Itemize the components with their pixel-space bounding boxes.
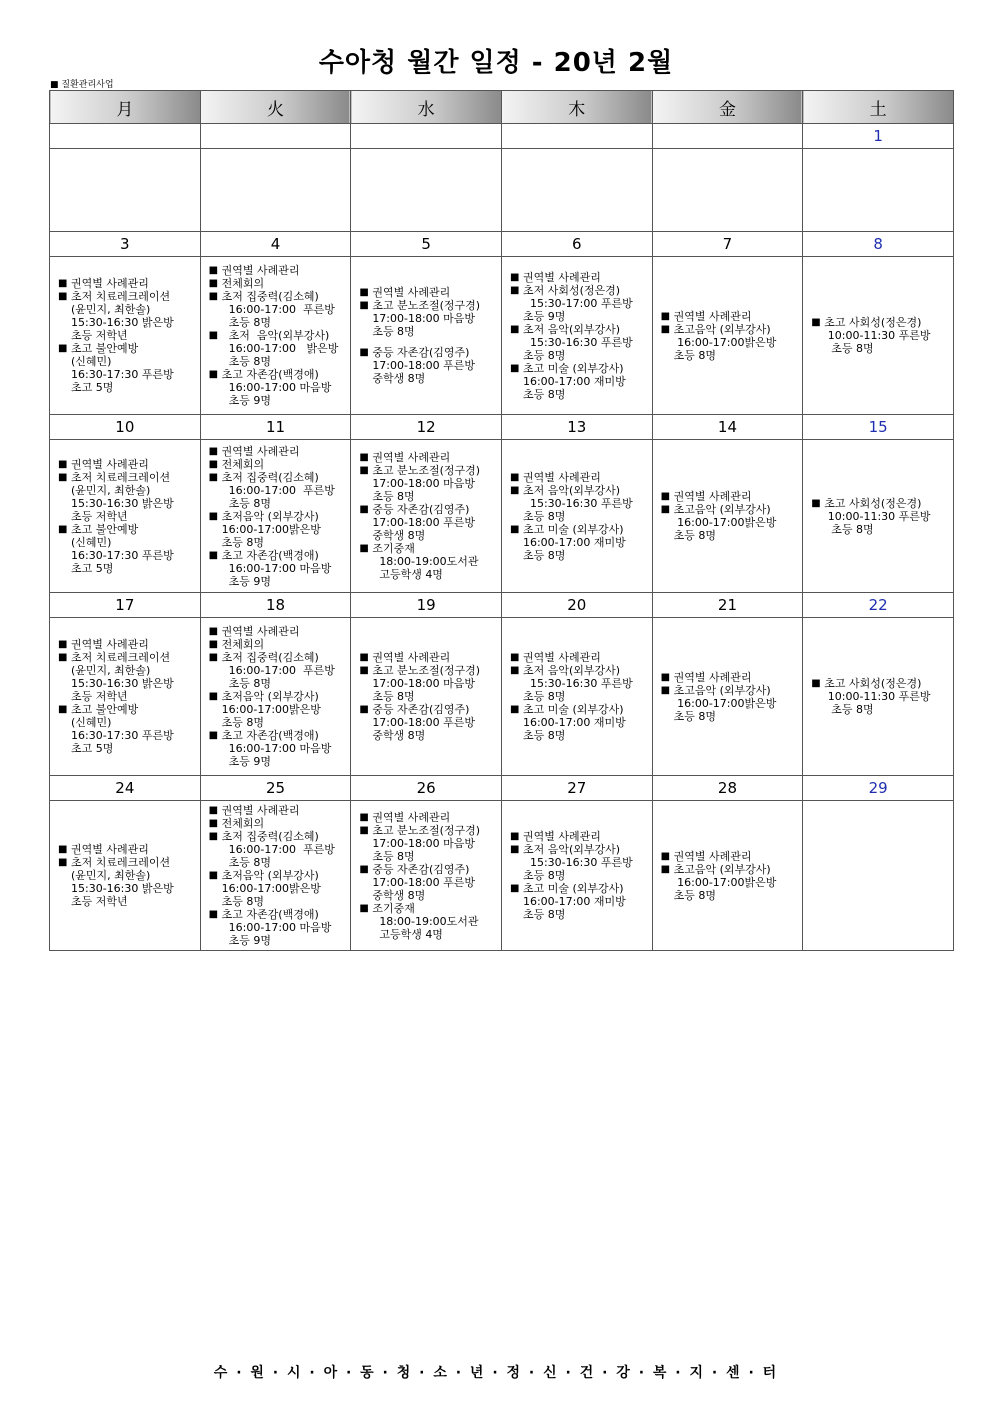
schedule-item <box>201 368 351 407</box>
square-bullet-icon: ■ <box>509 362 520 374</box>
day-schedule-cell <box>501 801 652 951</box>
schedule-item-text: 권역별 사례관리 <box>522 270 601 284</box>
square-bullet-icon: ■ <box>58 458 68 470</box>
schedule-item-text: 중등 자존감(김영주) 17:00-18:00 푸른방 중학생 8명 <box>372 862 476 902</box>
week-schedule-row <box>50 149 954 232</box>
schedule-item-text: 권역별 사례관리 <box>71 277 149 290</box>
schedule-item <box>351 503 501 542</box>
schedule-item-text: 권역별 사례관리 <box>372 286 451 299</box>
schedule-item <box>502 471 652 484</box>
schedule-item-text: 중등 자존감(김영주) 17:00-18:00 푸른방 중학생 8명 <box>372 346 476 385</box>
schedule-item-text: 초저 치료레크레이션 (윤민지, 최한솔) 15:30-16:30 밝은방 초등 저학년 <box>71 856 174 908</box>
day-number: 8 <box>803 232 954 257</box>
square-bullet-icon: ■ <box>359 504 369 515</box>
schedule-item <box>653 863 803 902</box>
square-bullet-icon: ■ <box>660 491 671 502</box>
square-bullet-icon: ■ <box>208 510 219 522</box>
square-bullet-icon: ■ <box>509 652 520 663</box>
day-schedule-cell <box>803 257 954 415</box>
day-number: 25 <box>200 776 351 801</box>
day-number: 3 <box>50 232 201 257</box>
schedule-item-text: 전체회의 <box>221 638 265 651</box>
schedule-item-text: 초고 사회성(정은경) 10:00-11:30 푸른방 초등 8명 <box>824 496 931 536</box>
day-schedule-cell <box>803 801 954 951</box>
weekday-header-thu: 木 <box>501 91 652 124</box>
day-schedule-cell <box>803 149 954 232</box>
schedule-item-text: 권역별 사례관리 <box>372 651 451 664</box>
day-schedule-cell <box>501 618 652 776</box>
schedule-item-text: 초저 음악(외부강사) 15:30-16:30 푸른방 초등 8명 <box>522 322 633 362</box>
square-bullet-icon: ■ <box>811 317 821 328</box>
weekday-header-tue: 火 <box>200 91 351 124</box>
schedule-item <box>653 323 803 362</box>
day-number: 4 <box>200 232 351 257</box>
schedule-item <box>50 651 200 703</box>
day-schedule-cell <box>200 149 351 232</box>
square-bullet-icon: ■ <box>660 684 671 696</box>
schedule-item <box>201 471 351 510</box>
day-number: 28 <box>652 776 803 801</box>
square-bullet-icon: ■ <box>208 818 219 829</box>
schedule-item <box>201 445 351 458</box>
square-bullet-icon: ■ <box>208 691 219 702</box>
day-number: 12 <box>351 415 502 440</box>
schedule-item <box>502 843 652 882</box>
schedule-item <box>351 542 501 581</box>
square-bullet-icon: ■ <box>359 300 369 311</box>
schedule-item <box>201 277 351 290</box>
square-bullet-icon: ■ <box>660 504 671 515</box>
day-number: 13 <box>501 415 652 440</box>
day-schedule-cell <box>652 440 803 593</box>
square-bullet-icon: ■ <box>509 284 520 296</box>
schedule-item <box>201 869 351 908</box>
schedule-item <box>653 671 803 684</box>
day-schedule-cell <box>652 618 803 776</box>
schedule-item-text: 초고음악 (외부강사) 16:00-17:00밝은방 초등 8명 <box>673 503 777 542</box>
day-schedule-cell <box>501 149 652 232</box>
schedule-item <box>201 458 351 471</box>
schedule-item <box>351 703 501 742</box>
schedule-item <box>201 638 351 651</box>
day-number: 19 <box>351 593 502 618</box>
schedule-item <box>502 362 652 401</box>
square-bullet-icon: ■ <box>509 844 520 855</box>
square-bullet-icon: ■ <box>208 909 219 920</box>
week-date-row <box>50 232 954 257</box>
schedule-item <box>502 284 652 323</box>
schedule-item-text: 권역별 사례관리 <box>522 651 601 664</box>
square-bullet-icon: ■ <box>58 652 68 663</box>
day-schedule-cell <box>351 257 502 415</box>
day-number: 24 <box>50 776 201 801</box>
day-schedule-cell <box>351 440 502 593</box>
schedule-item <box>201 625 351 638</box>
schedule-item <box>502 703 652 742</box>
day-number <box>351 124 502 149</box>
schedule-item <box>653 850 803 863</box>
square-bullet-icon: ■ <box>509 323 520 335</box>
schedule-item <box>50 458 200 471</box>
schedule-item <box>502 830 652 843</box>
schedule-item-text: 초고 분노조절(정구경) 17:00-18:00 마음방 초등 8명 <box>372 823 481 863</box>
schedule-item-text: 권역별 사례관리 <box>673 490 752 503</box>
schedule-item-text: 권역별 사례관리 <box>71 843 149 856</box>
day-number: 15 <box>803 415 954 440</box>
square-bullet-icon: ■ <box>660 671 671 683</box>
schedule-item-text: 초고 분노조절(정구경) 17:00-18:00 마음방 초등 8명 <box>372 464 481 503</box>
schedule-item <box>50 638 200 651</box>
schedule-item-text: 초저 사회성(정은경) 15:30-17:00 푸른방 초등 9명 <box>522 283 633 323</box>
square-bullet-icon: ■ <box>208 730 219 741</box>
square-bullet-icon: ■ <box>208 870 219 881</box>
day-number: 17 <box>50 593 201 618</box>
schedule-item <box>653 684 803 723</box>
schedule-item <box>50 471 200 523</box>
week-schedule-row <box>50 257 954 415</box>
square-bullet-icon: ■ <box>208 831 219 842</box>
schedule-item-text: 권역별 사례관리 <box>522 470 601 484</box>
square-bullet-icon: ■ <box>359 287 369 298</box>
schedule-item <box>502 484 652 523</box>
week-date-row <box>50 415 954 440</box>
schedule-item <box>201 729 351 768</box>
schedule-item-text: 초고 불안예방 (신혜민) 16:30-17:30 푸른방 초고 5명 <box>71 522 174 575</box>
day-schedule-cell <box>200 618 351 776</box>
square-bullet-icon: ■ <box>811 678 821 689</box>
day-number: 10 <box>50 415 201 440</box>
day-schedule-cell <box>501 440 652 593</box>
week-schedule-row <box>50 440 954 593</box>
schedule-item-text: 초고음악 (외부강사) 16:00-17:00밝은방 초등 8명 <box>673 322 777 362</box>
square-bullet-icon: ■ <box>660 850 671 862</box>
day-number: 7 <box>652 232 803 257</box>
day-schedule-cell <box>803 618 954 776</box>
square-bullet-icon: ■ <box>509 831 520 842</box>
square-bullet-icon: ■ <box>359 452 369 463</box>
schedule-item <box>653 310 803 323</box>
schedule-item <box>653 490 803 503</box>
square-bullet-icon: ■ <box>359 902 369 914</box>
weekday-header-row <box>50 91 954 124</box>
schedule-item-text: 초고 자존감(백경애) 16:00-17:00 마음방 초등 9명 <box>221 908 332 947</box>
square-bullet-icon: ■ <box>509 271 520 283</box>
square-bullet-icon: ■ <box>58 639 68 650</box>
schedule-item <box>201 510 351 549</box>
schedule-item-text: 초저음악 (외부강사) 16:00-17:00밝은방 초등 8명 <box>221 869 321 908</box>
program-note: ■ 질환관리사업 <box>50 80 114 90</box>
schedule-item <box>201 290 351 329</box>
schedule-item-text: 초저음악 (외부강사) 16:00-17:00밝은방 초등 8명 <box>221 509 321 549</box>
square-bullet-icon: ■ <box>359 863 369 875</box>
schedule-item-text: 초고 미술 (외부강사) 16:00-17:00 재미방 초등 8명 <box>522 703 626 742</box>
square-bullet-icon: ■ <box>58 343 68 354</box>
day-schedule-cell <box>50 801 201 951</box>
schedule-item <box>201 908 351 947</box>
square-bullet-icon: ■ <box>208 445 219 457</box>
day-number: 29 <box>803 776 954 801</box>
schedule-item-text: 권역별 사례관리 <box>673 849 752 863</box>
schedule-item-text: 권역별 사례관리 <box>71 638 149 651</box>
schedule-item <box>351 651 501 664</box>
day-schedule-cell <box>200 440 351 593</box>
day-number <box>200 124 351 149</box>
day-schedule-cell <box>351 801 502 951</box>
day-number: 27 <box>501 776 652 801</box>
day-schedule-cell <box>351 618 502 776</box>
schedule-item-text: 중등 자존감(김영주) 17:00-18:00 푸른방 중학생 8명 <box>372 503 476 542</box>
schedule-item <box>50 342 200 394</box>
schedule-item-text: 초고 자존감(백경애) 16:00-17:00 마음방 초등 9명 <box>221 548 332 588</box>
schedule-item <box>50 856 200 908</box>
square-bullet-icon: ■ <box>509 883 520 894</box>
schedule-item <box>502 651 652 664</box>
schedule-item-text: 초저음악 (외부강사) 16:00-17:00밝은방 초등 8명 <box>221 690 321 729</box>
schedule-item-text: 전체회의 <box>221 277 265 290</box>
square-bullet-icon: ■ <box>58 857 68 868</box>
day-number: 11 <box>200 415 351 440</box>
square-bullet-icon: ■ <box>359 465 369 476</box>
schedule-item <box>502 664 652 703</box>
schedule-item <box>201 817 351 830</box>
schedule-item-text: 초고 불안예방 (신혜민) 16:30-17:30 푸른방 초고 5명 <box>71 342 174 394</box>
monthly-calendar <box>49 90 954 951</box>
square-bullet-icon: ■ <box>58 278 68 289</box>
weekday-header-mon: 月 <box>50 91 201 124</box>
day-number <box>50 124 201 149</box>
schedule-item <box>653 503 803 542</box>
schedule-item-text: 초고 미술 (외부강사) 16:00-17:00 재미방 초등 8명 <box>522 522 626 562</box>
square-bullet-icon: ■ <box>359 665 369 676</box>
schedule-item-text: 권역별 사례관리 <box>71 457 149 471</box>
schedule-item-text: 전체회의 <box>221 457 265 471</box>
schedule-item <box>351 902 501 941</box>
square-bullet-icon: ■ <box>509 471 520 483</box>
schedule-item-text: 권역별 사례관리 <box>221 444 300 458</box>
schedule-item-text: 초저 치료레크레이션 (윤민지, 최한솔) 15:30-16:30 밝은방 초등 저학년 <box>71 290 174 342</box>
schedule-item <box>351 451 501 464</box>
schedule-item-text: 초저 치료레크레이션 (윤민지, 최한솔) 15:30-16:30 밝은방 초등 저학년 <box>71 651 174 703</box>
schedule-item-text: 초저 음악(외부강사) 15:30-16:30 푸른방 초등 8명 <box>522 664 633 703</box>
day-number: 20 <box>501 593 652 618</box>
square-bullet-icon: ■ <box>58 471 68 483</box>
schedule-item-text: 초고 미술 (외부강사) 16:00-17:00 재미방 초등 8명 <box>522 882 626 921</box>
schedule-item-text: 권역별 사례관리 <box>221 625 300 638</box>
schedule-item-text: 초고 자존감(백경애) 16:00-17:00 마음방 초등 9명 <box>221 729 332 768</box>
schedule-item <box>351 346 501 385</box>
schedule-item <box>351 824 501 863</box>
schedule-item <box>201 690 351 729</box>
square-bullet-icon: ■ <box>208 639 219 650</box>
schedule-item-text: 초저 음악(외부강사) 16:00-17:00 밝은방 초등 8명 <box>228 329 339 368</box>
day-schedule-cell <box>501 257 652 415</box>
schedule-item-text: 초고 불안예방 (신혜민) 16:30-17:30 푸른방 초고 5명 <box>71 703 174 755</box>
schedule-item <box>502 271 652 284</box>
square-bullet-icon: ■ <box>509 523 520 535</box>
schedule-item-text: 초저 치료레크레이션 (윤민지, 최한솔) 15:30-16:30 밝은방 초등 저학년 <box>71 470 174 523</box>
schedule-item-text: 초고 사회성(정은경) 10:00-11:30 푸른방 초등 8명 <box>824 677 931 716</box>
schedule-item <box>803 497 953 536</box>
week-date-row <box>50 593 954 618</box>
day-schedule-cell <box>652 257 803 415</box>
schedule-item-text: 초고 사회성(정은경) 10:00-11:30 푸른방 초등 8명 <box>824 316 931 355</box>
square-bullet-icon: ■ <box>208 265 219 276</box>
square-bullet-icon: ■ <box>811 497 821 509</box>
schedule-item-text: 초저 음악(외부강사) 15:30-16:30 푸른방 초등 8명 <box>522 483 633 523</box>
schedule-item <box>351 863 501 902</box>
schedule-item-text: 초고 분노조절(정구경) 17:00-18:00 마음방 초등 8명 <box>372 664 481 703</box>
square-bullet-icon: ■ <box>359 704 369 715</box>
square-bullet-icon: ■ <box>208 652 219 663</box>
day-schedule-cell <box>351 149 502 232</box>
schedule-item <box>351 286 501 299</box>
schedule-item <box>50 703 200 755</box>
day-schedule-cell <box>50 149 201 232</box>
square-bullet-icon: ■ <box>208 549 219 561</box>
schedule-item-text: 권역별 사례관리 <box>522 830 601 843</box>
schedule-item-text: 초저 음악(외부강사) 15:30-16:30 푸른방 초등 8명 <box>522 843 633 882</box>
schedule-item <box>50 277 200 290</box>
schedule-item-text: 초고음악 (외부강사) 16:00-17:00밝은방 초등 8명 <box>673 862 777 902</box>
schedule-item-text: 조기중재 18:00-19:00도서관 고등학생 4명 <box>372 542 479 581</box>
day-number: 22 <box>803 593 954 618</box>
square-bullet-icon: ■ <box>359 347 369 358</box>
square-bullet-icon: ■ <box>509 665 520 676</box>
day-number: 1 <box>803 124 954 149</box>
square-bullet-icon: ■ <box>359 811 369 823</box>
day-schedule-cell <box>652 149 803 232</box>
square-bullet-icon: ■ <box>509 704 520 715</box>
schedule-item <box>351 464 501 503</box>
schedule-item-text: 조기중재 18:00-19:00도서관 고등학생 4명 <box>372 901 479 941</box>
day-schedule-cell <box>200 257 351 415</box>
schedule-item <box>201 549 351 588</box>
schedule-item-text: 초저 집중력(김소혜) 16:00-17:00 푸른방 초등 8명 <box>221 830 335 869</box>
square-bullet-icon: ■ <box>660 310 671 322</box>
schedule-item <box>201 830 351 869</box>
square-bullet-icon: ■ <box>208 330 219 341</box>
schedule-item <box>201 264 351 277</box>
week-date-row <box>50 776 954 801</box>
schedule-item <box>351 299 501 338</box>
day-schedule-cell <box>652 801 803 951</box>
day-number: 14 <box>652 415 803 440</box>
schedule-item-text: 초저 집중력(김소혜) 16:00-17:00 푸른방 초등 8명 <box>221 290 335 329</box>
day-number: 21 <box>652 593 803 618</box>
square-bullet-icon: ■ <box>208 278 219 289</box>
day-number: 5 <box>351 232 502 257</box>
square-bullet-icon: ■ <box>359 652 369 663</box>
square-bullet-icon: ■ <box>359 824 369 836</box>
schedule-item <box>50 843 200 856</box>
day-number: 18 <box>200 593 351 618</box>
schedule-item <box>803 316 953 355</box>
day-schedule-cell <box>50 618 201 776</box>
square-bullet-icon: ■ <box>660 323 671 335</box>
schedule-item <box>50 523 200 575</box>
square-bullet-icon: ■ <box>208 369 219 380</box>
schedule-item-text: 권역별 사례관리 <box>372 810 451 824</box>
schedule-item-text: 권역별 사례관리 <box>221 264 300 277</box>
schedule-item-text: 중등 자존감(김영주) 17:00-18:00 푸른방 중학생 8명 <box>372 703 476 742</box>
schedule-item-text: 전체회의 <box>221 817 265 830</box>
day-schedule-cell <box>50 440 201 593</box>
square-bullet-icon: ■ <box>359 543 369 554</box>
square-bullet-icon: ■ <box>58 523 68 535</box>
schedule-item <box>201 329 351 368</box>
square-bullet-icon: ■ <box>208 805 219 816</box>
schedule-item-text: 권역별 사례관리 <box>673 309 752 323</box>
square-bullet-icon: ■ <box>208 291 219 302</box>
schedule-item <box>502 323 652 362</box>
schedule-item <box>502 882 652 921</box>
schedule-item-text: 권역별 사례관리 <box>221 804 300 817</box>
weekday-header-sat: 土 <box>803 91 954 124</box>
center-name-footer: 수 · 원 · 시 · 아 · 동 · 청 · 소 · 년 · 정 · 신 · 건 · 강 · 복 · 지 · 센 · 터 <box>213 1365 779 1381</box>
day-schedule-cell <box>803 440 954 593</box>
square-bullet-icon: ■ <box>58 291 68 302</box>
schedule-item-text: 초저 집중력(김소혜) 16:00-17:00 푸른방 초등 8명 <box>221 651 335 690</box>
square-bullet-icon: ■ <box>660 863 671 875</box>
schedule-item-text: 초고음악 (외부강사) 16:00-17:00밝은방 초등 8명 <box>673 683 777 723</box>
day-schedule-cell <box>50 257 201 415</box>
week-schedule-row <box>50 801 954 951</box>
schedule-item-text: 초고 분노조절(정구경) 17:00-18:00 마음방 초등 8명 <box>372 299 481 338</box>
square-bullet-icon: ■ <box>509 484 520 496</box>
item-spacer <box>351 338 501 346</box>
day-schedule-cell <box>200 801 351 951</box>
schedule-item <box>502 523 652 562</box>
schedule-item <box>201 651 351 690</box>
schedule-item-text: 초고 미술 (외부강사) 16:00-17:00 재미방 초등 8명 <box>522 361 626 401</box>
schedule-item-text: 초저 집중력(김소혜) 16:00-17:00 푸른방 초등 8명 <box>221 470 335 510</box>
day-number: 26 <box>351 776 502 801</box>
schedule-item-text: 권역별 사례관리 <box>673 670 752 684</box>
schedule-item <box>351 811 501 824</box>
schedule-item <box>201 804 351 817</box>
page-title: 수아청 월간 일정 - 20년 2월 <box>318 48 674 78</box>
week-schedule-row <box>50 618 954 776</box>
square-bullet-icon: ■ <box>208 471 219 483</box>
square-bullet-icon: ■ <box>208 626 219 637</box>
schedule-item <box>50 290 200 342</box>
schedule-item-text: 권역별 사례관리 <box>372 451 451 464</box>
schedule-item-text: 초고 자존감(백경애) 16:00-17:00 마음방 초등 9명 <box>221 368 332 407</box>
square-bullet-icon: ■ <box>58 844 68 855</box>
day-number <box>501 124 652 149</box>
schedule-item <box>351 664 501 703</box>
schedule-item <box>803 677 953 716</box>
day-number: 6 <box>501 232 652 257</box>
weekday-header-fri: 金 <box>652 91 803 124</box>
day-number <box>652 124 803 149</box>
week-date-row <box>50 124 954 149</box>
weekday-header-wed: 水 <box>351 91 502 124</box>
square-bullet-icon: ■ <box>58 704 68 715</box>
square-bullet-icon: ■ <box>208 458 219 470</box>
